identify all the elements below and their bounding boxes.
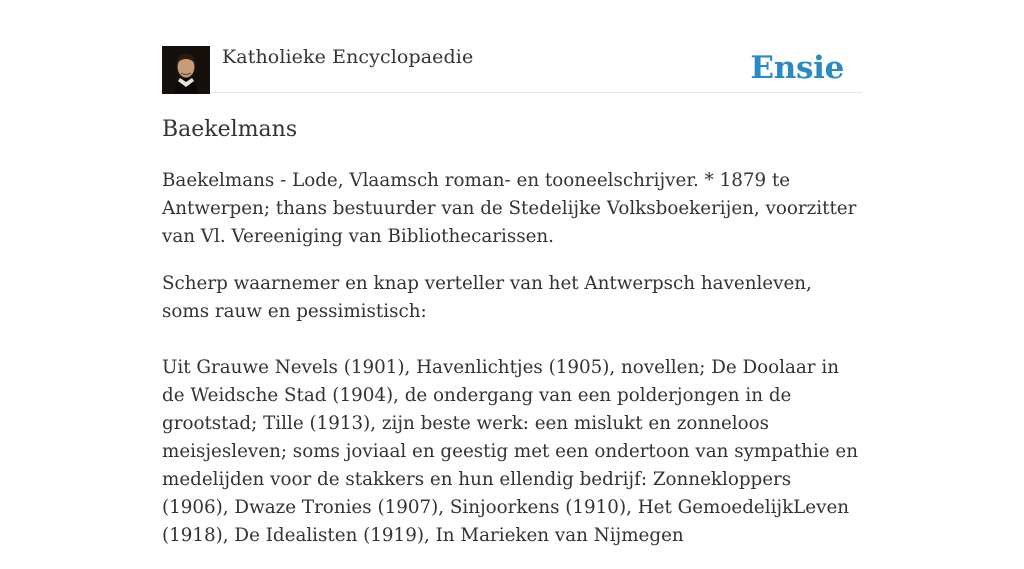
brand-logo[interactable]: Ensie [750,50,844,86]
portrait-avatar[interactable] [162,46,210,94]
article-paragraph: Scherp waarnemer en knap verteller van het Antwerpsch havenleven, soms rauw en pessimistisch: [162,273,812,322]
article-title: Baekelmans [162,117,298,142]
site-header [162,44,862,93]
article-content [162,113,862,569]
article-paragraph: Uit Grauwe Nevels (1901), Havenlichtjes (1905), novellen; De Doolaar in de Weidsche Stad (1904), de ondergang van een polderjongen in de grootstad; Tille (1913), zijn beste werk: een mislukt en zonneloos meisjesleven; soms joviaal en geestig met een ondertoon van sympathie en medelijden voor de stakkers en hun ellendig bedrijf: Zonnekloppers (1906), Dwaze Tronies (1907), Sinjoorkens (1910), Het GemoedelijkLeven (1918), De Idealisten (1919), In Marieken van Nijmegen [162,357,859,546]
article-paragraph: Baekelmans - Lode, Vlaamsch roman- en tooneelschrijver. * 1879 te Antwerpen; thans bestuurder van de Stedelijke Volksboekerijen, voorzitter van Vl. Vereeniging van Bibliothecarissen. [162,170,857,247]
source-title[interactable]: Katholieke Encyclopaedie [222,46,474,68]
portrait-icon [162,46,210,94]
